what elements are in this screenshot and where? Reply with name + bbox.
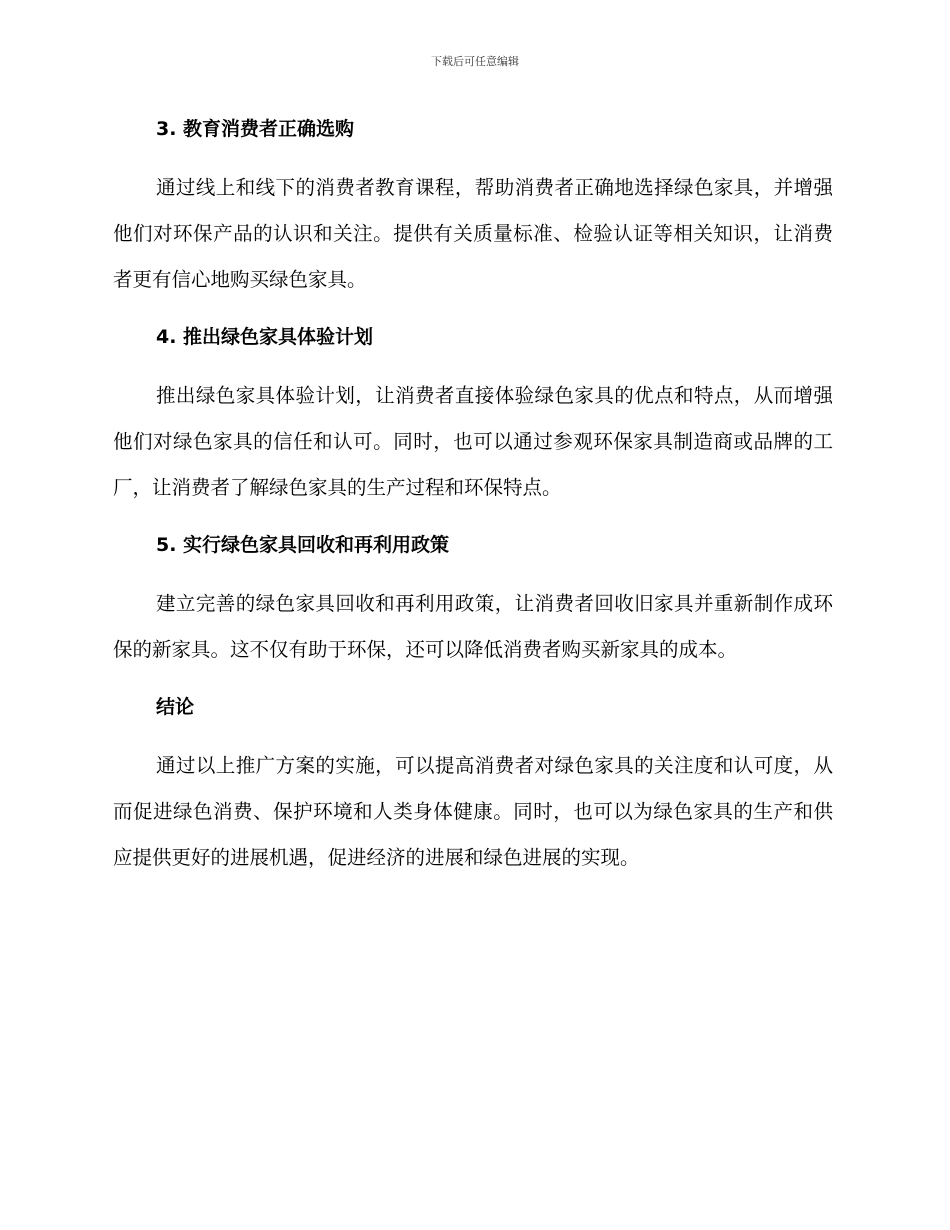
- section-4: [113, 315, 833, 511]
- section-paragraph: 建立完善的绿色家具回收和再利用政策，让消费者回收旧家具并重新制作成环保的新家具。这不仅有助于环保，还可以降低消费者购买新家具的成本。: [113, 592, 833, 661]
- document-body: [113, 107, 833, 881]
- section-heading: 4. 推出绿色家具体验计划: [156, 326, 374, 348]
- section-heading: 5. 实行绿色家具回收和再利用政策: [156, 534, 450, 556]
- section-5: [113, 523, 833, 673]
- page-header: 下载后可任意编辑: [431, 55, 519, 68]
- section-paragraph: 通过线上和线下的消费者教育课程，帮助消费者正确地选择绿色家具，并增强他们对环保产品的认识和关注。提供有关质量标准、检验认证等相关知识，让消费者更有信心地购买绿色家具。: [113, 176, 833, 291]
- section-heading: 3. 教育消费者正确选购: [156, 118, 355, 140]
- section-heading: 结论: [156, 696, 195, 718]
- section-paragraph: 推出绿色家具体验计划，让消费者直接体验绿色家具的优点和特点，从而增强他们对绿色家具的信任和认可。同时，也可以通过参观环保家具制造商或品牌的工厂，让消费者了解绿色家具的生产过程和环保特点。: [113, 384, 833, 499]
- section-3: [113, 107, 833, 303]
- section-conclusion: [113, 685, 833, 881]
- section-paragraph: 通过以上推广方案的实施，可以提高消费者对绿色家具的关注度和认可度，从而促进绿色消费、保护环境和人类身体健康。同时，也可以为绿色家具的生产和供应提供更好的进展机遇，促进经济的进展和绿色进展的实现。: [113, 754, 833, 869]
